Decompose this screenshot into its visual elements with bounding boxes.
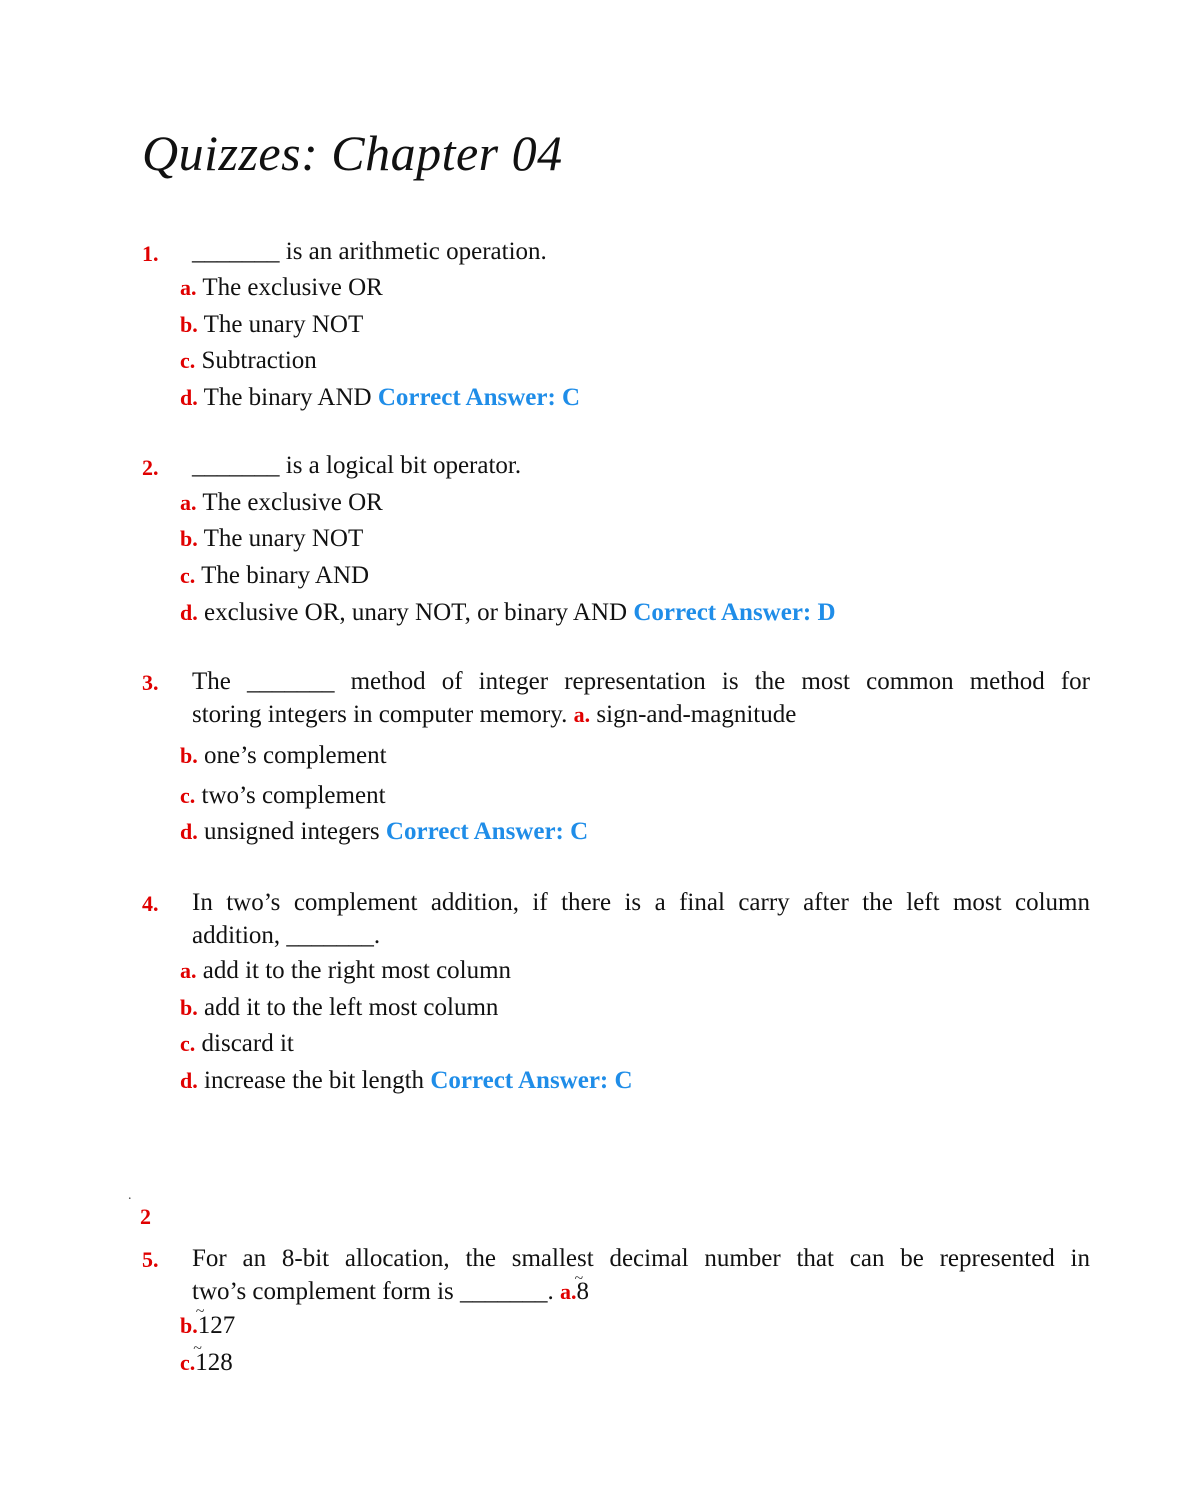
option-text: ~ 127	[198, 1312, 236, 1339]
option-d	[180, 1065, 633, 1097]
option-letter: a.	[180, 490, 197, 515]
option-text: add it to the left most column	[204, 994, 499, 1021]
stem-line-2: addition, _______.	[192, 922, 381, 949]
option-c	[180, 1028, 294, 1060]
question-stem: _______ is an arithmetic operation.	[192, 238, 547, 265]
question-number: 2.	[142, 455, 159, 480]
option-letter: b.	[180, 312, 198, 337]
option-letter: d.	[180, 819, 198, 844]
option-c	[180, 780, 386, 812]
option-a	[180, 487, 383, 519]
option-letter: a.	[573, 702, 591, 727]
correct-answer: Correct Answer: C	[430, 1067, 633, 1094]
option-text: The exclusive OR	[202, 274, 383, 301]
option-letter: b.	[180, 995, 198, 1020]
option-b	[180, 1310, 235, 1342]
option-text: The binary AND	[203, 384, 372, 411]
option-text: The unary NOT	[203, 311, 364, 338]
correct-answer: Correct Answer: D	[633, 599, 836, 626]
option-text: one’s complement	[204, 742, 387, 769]
option-letter: c.	[180, 348, 196, 373]
option-c	[180, 1347, 233, 1379]
option-text: unsigned integers	[204, 818, 380, 845]
option-b	[180, 523, 363, 555]
option-letter: b.	[180, 1313, 198, 1338]
correct-answer: Correct Answer: C	[377, 384, 581, 411]
option-letter: a.	[180, 275, 197, 300]
option-text: ~ 128	[195, 1349, 233, 1376]
option-letter: d.	[180, 1068, 198, 1093]
option-d	[180, 382, 580, 414]
option-text: sign-and-magnitude	[596, 701, 797, 728]
option-letter: d.	[180, 600, 198, 625]
option-text: discard it	[201, 1030, 294, 1057]
stem-text: two’s complement form is _______.	[192, 1278, 554, 1305]
option-text: ~ 8	[577, 1278, 590, 1305]
option-a	[180, 272, 383, 304]
question-stem	[192, 886, 1090, 952]
stem-line-2	[192, 698, 1090, 731]
option-letter: c.	[180, 563, 196, 588]
stem-line-1: The _______ method of integer representation is the most common method for	[192, 668, 1090, 695]
option-text: add it to the right most column	[202, 957, 512, 984]
option-b	[180, 309, 363, 341]
option-text: The unary NOT	[203, 525, 364, 552]
option-letter: a.	[180, 958, 197, 983]
stem-line-2	[192, 1275, 1090, 1308]
option-b	[180, 992, 498, 1024]
option-text: two’s complement	[201, 782, 386, 809]
option-letter: d.	[180, 385, 198, 410]
question-stem	[192, 1242, 1090, 1308]
option-d	[180, 597, 836, 629]
option-letter: c.	[180, 1031, 196, 1056]
option-text: increase the bit length	[204, 1067, 425, 1094]
option-letter: b.	[180, 526, 198, 551]
option-letter: c.	[180, 1350, 196, 1375]
correct-answer: Correct Answer: C	[385, 818, 589, 845]
option-letter: c.	[180, 783, 196, 808]
page-number-marker: 2	[140, 1204, 151, 1229]
option-letter: b.	[180, 743, 198, 768]
option-text: Subtraction	[201, 347, 317, 374]
question-number: 3.	[142, 670, 159, 695]
stray-dot: .	[128, 1188, 132, 1203]
stem-line-1: In two’s complement addition, if there is a final carry after the left most column	[192, 889, 1090, 916]
stem-line-1: For an 8-bit allocation, the smallest decimal number that can be represented in	[192, 1245, 1090, 1272]
option-c	[180, 345, 317, 377]
question-number: 4.	[142, 891, 159, 916]
option-text: exclusive OR, unary NOT, or binary AND	[204, 599, 628, 626]
question-stem	[192, 665, 1090, 731]
option-letter: a.	[560, 1279, 577, 1304]
stem-text: storing integers in computer memory.	[192, 701, 568, 728]
option-a	[180, 955, 511, 987]
question-stem: _______ is a logical bit operator.	[192, 452, 522, 479]
option-text: The exclusive OR	[202, 489, 383, 516]
page-title: Quizzes: Chapter 04	[142, 125, 563, 181]
question-number: 1.	[142, 241, 159, 266]
option-d	[180, 816, 588, 848]
option-text: The binary AND	[201, 562, 370, 589]
option-c	[180, 560, 369, 592]
option-b	[180, 740, 387, 772]
question-number: 5.	[142, 1247, 159, 1272]
